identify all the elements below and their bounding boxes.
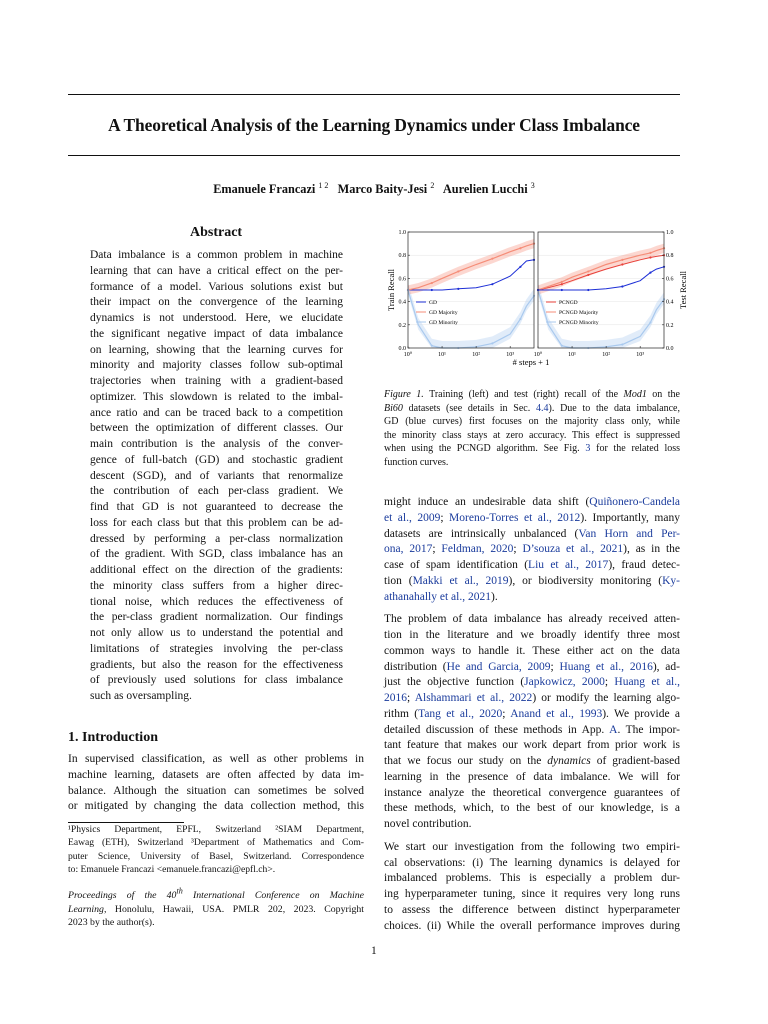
data-point <box>649 321 651 323</box>
author-list <box>68 181 680 197</box>
text-line: tional noise, which reduces the effectiveness of <box>90 595 343 608</box>
body-text: ; <box>440 511 450 524</box>
caption-text: for the related loss <box>590 443 680 455</box>
text-line: such as oversampling. <box>90 690 192 702</box>
majority-band <box>538 244 664 295</box>
body-text: ing hyperparameter tuning, since it requires very long runs <box>384 888 680 900</box>
data-point <box>431 345 433 347</box>
data-point <box>457 288 459 290</box>
section-ref-link[interactable]: 4.4 <box>536 402 549 414</box>
body-text: just the objective function ( <box>384 676 525 689</box>
x-tick-label: 10² <box>602 352 611 358</box>
caption-text: ). Due to the data imbalance, <box>548 402 681 414</box>
text-line: of previously used solutions for class imbalance <box>90 674 343 687</box>
x-tick-label: 10² <box>472 352 481 358</box>
caption-text: Training (left) and test (right) recall of the <box>423 389 624 400</box>
right-column-body <box>384 495 680 934</box>
body-text: datasets are intrinsically unbalanced ( <box>384 527 579 540</box>
text-line: the significant negative impact of data imbalance <box>90 327 343 340</box>
caption-label: Figure 1. <box>384 389 424 400</box>
body-text: novel contribution. <box>384 818 472 830</box>
citation-link[interactable]: Van Horn and Per- <box>578 527 680 540</box>
y-axis-label: Train Recall <box>386 269 396 311</box>
text-line: their impact on the convergence of the learning <box>90 296 343 309</box>
proceedings-text: Proceedings of the <box>68 890 167 902</box>
data-point <box>491 342 493 344</box>
text-line: between the optimization of different classes. Our <box>90 422 343 435</box>
figure-ref-link[interactable]: 3 <box>585 443 591 455</box>
citation-link[interactable]: athanahally et al., 2021 <box>384 590 491 603</box>
body-text: We start our investigation from the following two empiri- <box>384 840 680 853</box>
body-text: distribution ( <box>384 660 447 673</box>
author-affiliation: 3 <box>530 181 535 190</box>
data-point <box>621 343 623 345</box>
legend-label: GD Minority <box>429 320 458 326</box>
y-tick-label: 0.0 <box>666 346 674 352</box>
body-text: ; <box>502 707 511 720</box>
x-tick-label: 10⁰ <box>403 352 413 358</box>
body-text: cal observations: (i) The learning dynamics is delayed for <box>384 856 680 869</box>
author-name: Emanuele Francazi <box>213 182 316 197</box>
body-text: ; <box>513 543 523 556</box>
citation-link[interactable]: Ky- <box>662 574 680 587</box>
intro-body <box>68 752 364 815</box>
text-line: main contribution is the analysis of the conver- <box>90 438 343 450</box>
text-line: descent (SGD), and of variants that renormalize <box>90 469 343 482</box>
data-point <box>457 270 459 272</box>
citation-link[interactable]: Makki et al., 2019 <box>412 574 509 587</box>
citation-link[interactable]: Huang et al., 2016 <box>559 660 653 673</box>
caption-text: when using the PCNGD algorithm. See Fig. <box>384 443 586 455</box>
data-point <box>587 289 589 291</box>
body-text: ), or biodiversity monitoring ( <box>508 574 663 587</box>
body-text: ). Importantly, many <box>580 511 680 524</box>
y-tick-label: 0.6 <box>398 276 406 283</box>
citation-link[interactable]: Alshammari et al., 2022 <box>414 692 533 704</box>
proceedings-text: , Honolulu, Hawaii, USA. PMLR 202, 2023. Copyright <box>103 903 364 915</box>
author-affiliation: 1 2 <box>318 181 329 190</box>
figure-caption <box>384 388 680 470</box>
text-line: puter Science, University of Basel, Switzerland. Correspondence <box>68 850 364 862</box>
citation-link[interactable]: Feldman, 2020 <box>441 543 514 556</box>
author-name: Aurelien Lucchi <box>442 182 528 197</box>
citation-link[interactable]: Quiñonero-Candela <box>589 496 680 508</box>
y-tick-label: 0.4 <box>398 299 406 306</box>
citation-link[interactable]: Moreno-Torres et al., 2012 <box>449 511 581 524</box>
body-text: these methods, which, to the best of our knowledge, is a <box>384 802 680 815</box>
text-line: not only allow us to understand the potential and <box>90 627 343 639</box>
caption-model: Mod1 <box>623 389 647 400</box>
body-text: detailed discussion of these methods in App. <box>384 723 610 736</box>
y-tick-label: 0.4 <box>666 299 674 306</box>
caption-dataset: Bi60 <box>384 402 403 414</box>
legend-label: GD <box>429 300 437 306</box>
body-text: to assess the difference between distinct hyperparameter <box>384 903 680 916</box>
data-point <box>519 318 521 320</box>
body-text: of gradient-based <box>590 755 680 767</box>
affiliation-footnote <box>68 823 364 877</box>
y-tick-label: 0.8 <box>666 253 674 260</box>
train-recall-panel <box>386 230 535 358</box>
body-text: learning in the presence of data imbalance. We will for <box>384 770 680 783</box>
text-line: learning that can have a critical effect on the per- <box>90 264 343 277</box>
data-point <box>587 270 589 272</box>
text-line: trajectories when training with a gradient-based <box>90 375 343 387</box>
data-point <box>587 274 589 276</box>
citation-link[interactable]: et al., 2009 <box>384 511 441 524</box>
body-text: choices. (ii) While the overall performance improves during <box>384 919 680 932</box>
data-point <box>491 283 493 285</box>
text-line: the minority class suffers from a higher direc- <box>90 579 343 592</box>
x-tick-label: 10¹ <box>568 352 576 358</box>
legend-label: PCNGD Majority <box>559 310 599 316</box>
citation-link[interactable]: D’souza et al., 2021 <box>522 543 624 556</box>
y-axis-label: Test Recall <box>678 271 688 309</box>
text-line: the contribution of each per-class gradient. We <box>90 485 343 498</box>
legend-label: GD Majority <box>429 310 458 316</box>
caption-text: datasets (see details in Sec. <box>402 402 536 414</box>
data-point <box>491 258 493 260</box>
text-line: the per-class gradient normalization. Our findings <box>90 611 343 624</box>
caption-text: function curves. <box>384 456 449 468</box>
y-tick-label: 0.0 <box>398 346 406 352</box>
abstract-heading: Abstract <box>190 225 243 240</box>
proceedings-text: Learning <box>68 903 104 915</box>
body-text: tant feature that makes our work depart from prior work is <box>384 739 680 752</box>
body-text: that we focus our study on the <box>384 755 548 767</box>
author-name: Marco Baity-Jesi <box>337 182 428 197</box>
text-line: optimizer. This slowdown is related to the imbal- <box>90 390 343 403</box>
figure-1 <box>384 228 688 368</box>
text-line: or mitigated by changing the data collection method, this <box>68 800 364 813</box>
data-point <box>431 289 433 291</box>
x-tick-label: 10³ <box>506 352 515 358</box>
appendix-ref-link[interactable]: A <box>609 723 618 736</box>
legend-label: PCNGD <box>559 300 578 306</box>
paper-title: A Theoretical Analysis of the Learning Dynamics under Class Imbalance <box>108 115 640 135</box>
body-text: ; <box>604 676 615 689</box>
body-text: ), as in the <box>623 543 681 556</box>
citation-link[interactable]: ona, 2017 <box>384 543 433 556</box>
citation-link[interactable]: Japkowicz, 2000 <box>524 676 605 689</box>
proceedings-text: 2023 by the author(s). <box>68 917 155 929</box>
text-line: balance. Although the situation can sometimes be solved <box>68 784 364 797</box>
x-axis-label: # steps + 1 <box>512 357 550 367</box>
body-text: ; <box>407 692 415 704</box>
body-text: might induce an undesirable data shift ( <box>384 496 590 508</box>
citation-link[interactable]: He and Garcia, 2009 <box>446 660 551 673</box>
text-line: Data imbalance is a common problem in machine <box>90 249 343 261</box>
text-line: loss for each class but that this problem can be ad- <box>90 516 343 529</box>
citation-link[interactable]: Anand et al., 1993 <box>510 707 603 720</box>
body-text: ; <box>432 543 442 556</box>
text-line: limitations of strategies involving the per-class <box>90 642 343 655</box>
title-bottom-rule <box>68 155 680 156</box>
data-point <box>649 252 651 254</box>
y-tick-label: 1.0 <box>666 230 674 236</box>
text-line: to: Emanuele Francazi <emanuele.francazi@epfl.ch>. <box>68 864 276 876</box>
body-text: ; <box>550 660 560 673</box>
citation-link[interactable]: Huang et al., <box>614 676 680 689</box>
data-point <box>649 272 651 274</box>
caption-text: GD (blue curves) first focuses on the majority class only, while <box>384 416 680 428</box>
text-line: ance ratio and can be traced back to a competition <box>90 406 343 419</box>
body-text: imbalanced problems. This is especially a problem dur- <box>384 872 680 885</box>
proceedings-text: International Conference on Machine <box>182 890 364 902</box>
text-line: gradients, but also the reason for the effectiveness <box>90 658 343 671</box>
data-point <box>519 266 521 268</box>
y-tick-label: 0.8 <box>398 253 406 260</box>
data-point <box>561 283 563 285</box>
citation-link[interactable]: 2016 <box>384 692 407 704</box>
title-top-rule <box>68 94 680 95</box>
y-tick-label: 0.2 <box>398 322 406 329</box>
text-line: ¹Physics Department, EPFL, Switzerland ²SIAM Department, <box>68 824 364 835</box>
text-line: on learning, showing that the learning curves for <box>90 343 343 356</box>
text-line: gence of full-batch (GD) and stochastic gradient <box>90 453 343 466</box>
body-text: ). We provide a <box>602 707 680 720</box>
page-number: 1 <box>371 945 377 957</box>
body-text: rithm ( <box>384 707 419 720</box>
intro-heading: 1. Introduction <box>68 730 158 745</box>
data-point <box>561 281 563 283</box>
proceedings-number: 40 <box>166 890 177 902</box>
proceedings-sup: th <box>176 887 183 896</box>
body-text: instance analyze the theoretical convergence guarantees of <box>384 786 680 799</box>
citation-link[interactable]: Tang et al., 2020 <box>418 707 503 720</box>
body-text: case of spam identification ( <box>384 559 529 571</box>
body-text: The problem of data imbalance has already received atten- <box>384 613 680 626</box>
data-point <box>649 256 651 258</box>
text-line: minority and majority classes follow sub-optimal <box>90 359 343 372</box>
y-tick-label: 0.2 <box>666 322 674 329</box>
data-point <box>621 285 623 287</box>
emphasis-text: dynamics <box>547 755 591 767</box>
author-affiliation: 2 <box>430 181 435 190</box>
text-line: dynamics is not understood. Here, we elucidate <box>90 312 343 324</box>
proceedings-note <box>68 885 364 930</box>
text-line: In supervised classification, as well as other problems in <box>68 753 364 765</box>
data-point <box>561 289 563 291</box>
data-point <box>561 345 563 347</box>
caption-text: the minority class stays at zero accuracy. This effect is suppressed <box>384 429 680 441</box>
y-tick-label: 1.0 <box>398 230 406 236</box>
body-text: ), ad- <box>652 660 680 673</box>
test-recall-panel <box>534 230 688 358</box>
data-point <box>621 259 623 261</box>
text-line: find that GD is not guaranteed to decrease the <box>90 501 343 513</box>
abstract-body <box>90 248 343 705</box>
body-text: common ways to handle it. These either act on the data <box>384 644 680 657</box>
body-text: ), fraud detec- <box>608 559 680 571</box>
body-text: ) or modify the learning algo- <box>532 692 680 704</box>
text-line: of the gradient. With SGD, class imbalance has an <box>90 548 343 561</box>
y-tick-label: 0.6 <box>666 276 674 283</box>
data-point <box>621 263 623 265</box>
data-point <box>519 247 521 249</box>
text-line: machine learning, datasets are often affected by data im- <box>68 768 364 781</box>
caption-text: on the <box>646 389 680 400</box>
text-line: dressed by performing a per-class normalization <box>90 532 343 545</box>
x-tick-label: 10⁰ <box>533 352 543 358</box>
body-text: tion in the literature and we broadly identify three most <box>384 629 680 641</box>
text-line: additional effect on the direction of the gradients: <box>90 564 343 576</box>
x-tick-label: 10¹ <box>438 352 446 358</box>
legend-label: PCNGD Minority <box>559 320 599 326</box>
body-text: ). <box>490 590 498 603</box>
data-point <box>431 282 433 284</box>
body-text: . The impor- <box>617 723 680 736</box>
text-line: Eawag (ETH), Switzerland ³Department of Mathematics and Com- <box>68 837 364 849</box>
citation-link[interactable]: Liu et al., 2017 <box>528 559 609 571</box>
x-tick-label: 10³ <box>636 352 645 358</box>
body-text: tion ( <box>384 574 413 587</box>
text-line: formance of a model. Various solutions exist but <box>90 280 343 293</box>
